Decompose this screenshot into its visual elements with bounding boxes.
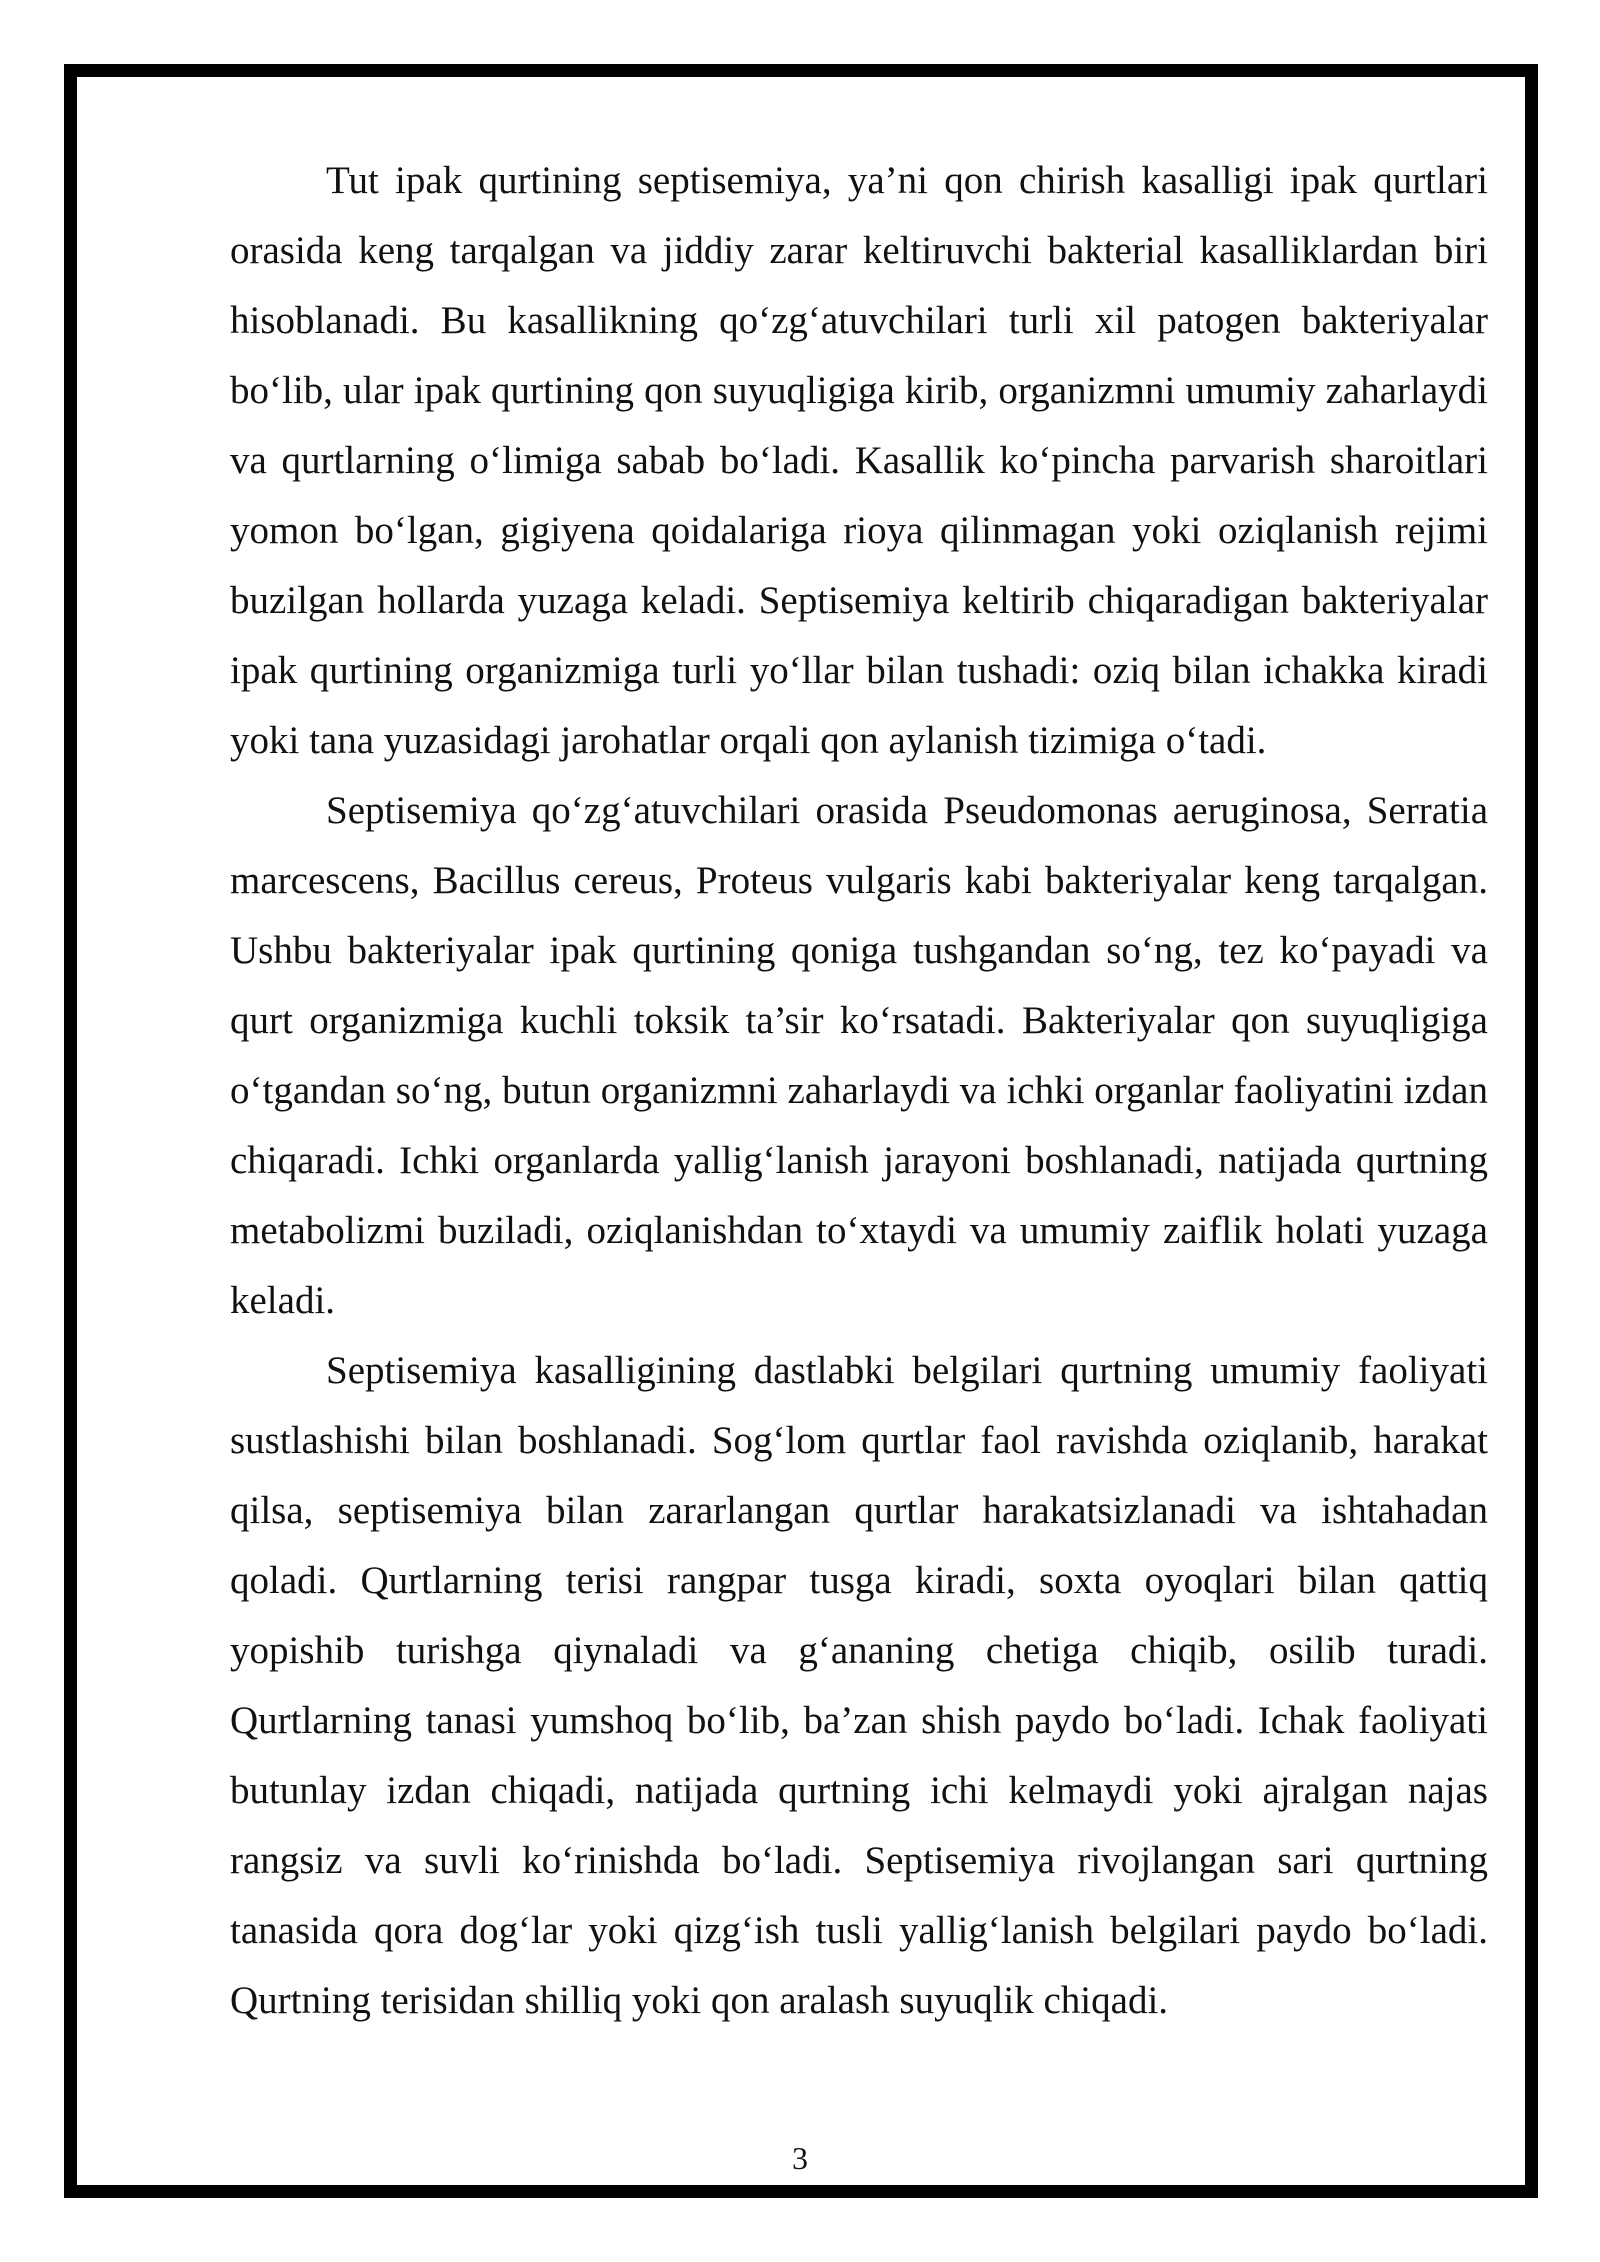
- paragraph-1: Tut ipak qurtining septisemiya, ya’ni qon chirish kasalligi ipak qurtlari orasida keng tarqalgan va jiddiy zarar keltiruvchi bakterial kasalliklardan biri hisoblanadi. Bu kasallikning qo‘zg‘atuvchilari turli xil patogen bakteriyalar bo‘lib, ular ipak qurtining qon suyuqligiga kirib, organizmni umumiy zaharlaydi va qurtlarning o‘limiga sabab bo‘ladi. Kasallik ko‘pincha parvarish sharoitlari yomon bo‘lgan, gigiyena qoidalariga rioya qilinmagan yoki oziqlanish rejimi buzilgan hollarda yuzaga keladi. Septisemiya keltirib chiqaradigan bakteriyalar ipak qurtining organizmiga turli yo‘llar bilan tushadi: oziq bilan ichakka kiradi yoki tana yuzasidagi jarohatlar orqali qon aylanish tizimiga o‘tadi.: [230, 159, 1488, 762]
- paragraph-3: Septisemiya kasalligining dastlabki belgilari qurtning umumiy faoliyati sustlashishi bilan boshlanadi. Sog‘lom qurtlar faol ravishda oziqlanib, harakat qilsa, septisemiya bilan zararlangan qurtlar harakatsizlanadi va ishtahadan qoladi. Qurtlarning terisi rangpar tusga kiradi, soxta oyoqlari bilan qattiq yopishib turishga qiynaladi va g‘ananing chetiga chiqib, osilib turadi. Qurtlarning tanasi yumshoq bo‘lib, ba’zan shish paydo bo‘ladi. Ichak faoliyati butunlay izdan chiqadi, natijada qurtning ichi kelmaydi yoki ajralgan najas rangsiz va suvli ko‘rinishda bo‘ladi. Septisemiya rivojlangan sari qurtning tanasida qora dog‘lar yoki qizg‘ish tusli yallig‘lanish belgilari paydo bo‘ladi. Qurtning terisidan shilliq yoki qon aralash suyuqlik chiqadi.: [230, 1349, 1488, 2022]
- page-number: 3: [792, 2140, 808, 2176]
- paragraph-2: Septisemiya qo‘zg‘atuvchilari orasida Pseudomonas aeruginosa, Serratia marcescens, Bacillus cereus, Proteus vulgaris kabi bakteriyalar keng tarqalgan. Ushbu bakteriyalar ipak qurtining qoniga tushgandan so‘ng, tez ko‘payadi va qurt organizmiga kuchli toksik ta’sir ko‘rsatadi. Bakteriyalar qon suyuqligiga o‘tgandan so‘ng, butun organizmni zaharlaydi va ichki organlar faoliyatini izdan chiqaradi. Ichki organlarda yallig‘lanish jarayoni boshlanadi, natijada qurtning metabolizmi buziladi, oziqlanishdan to‘xtaydi va umumiy zaiflik holati yuzaga keladi.: [230, 789, 1488, 1322]
- document-body: [230, 146, 1488, 2036]
